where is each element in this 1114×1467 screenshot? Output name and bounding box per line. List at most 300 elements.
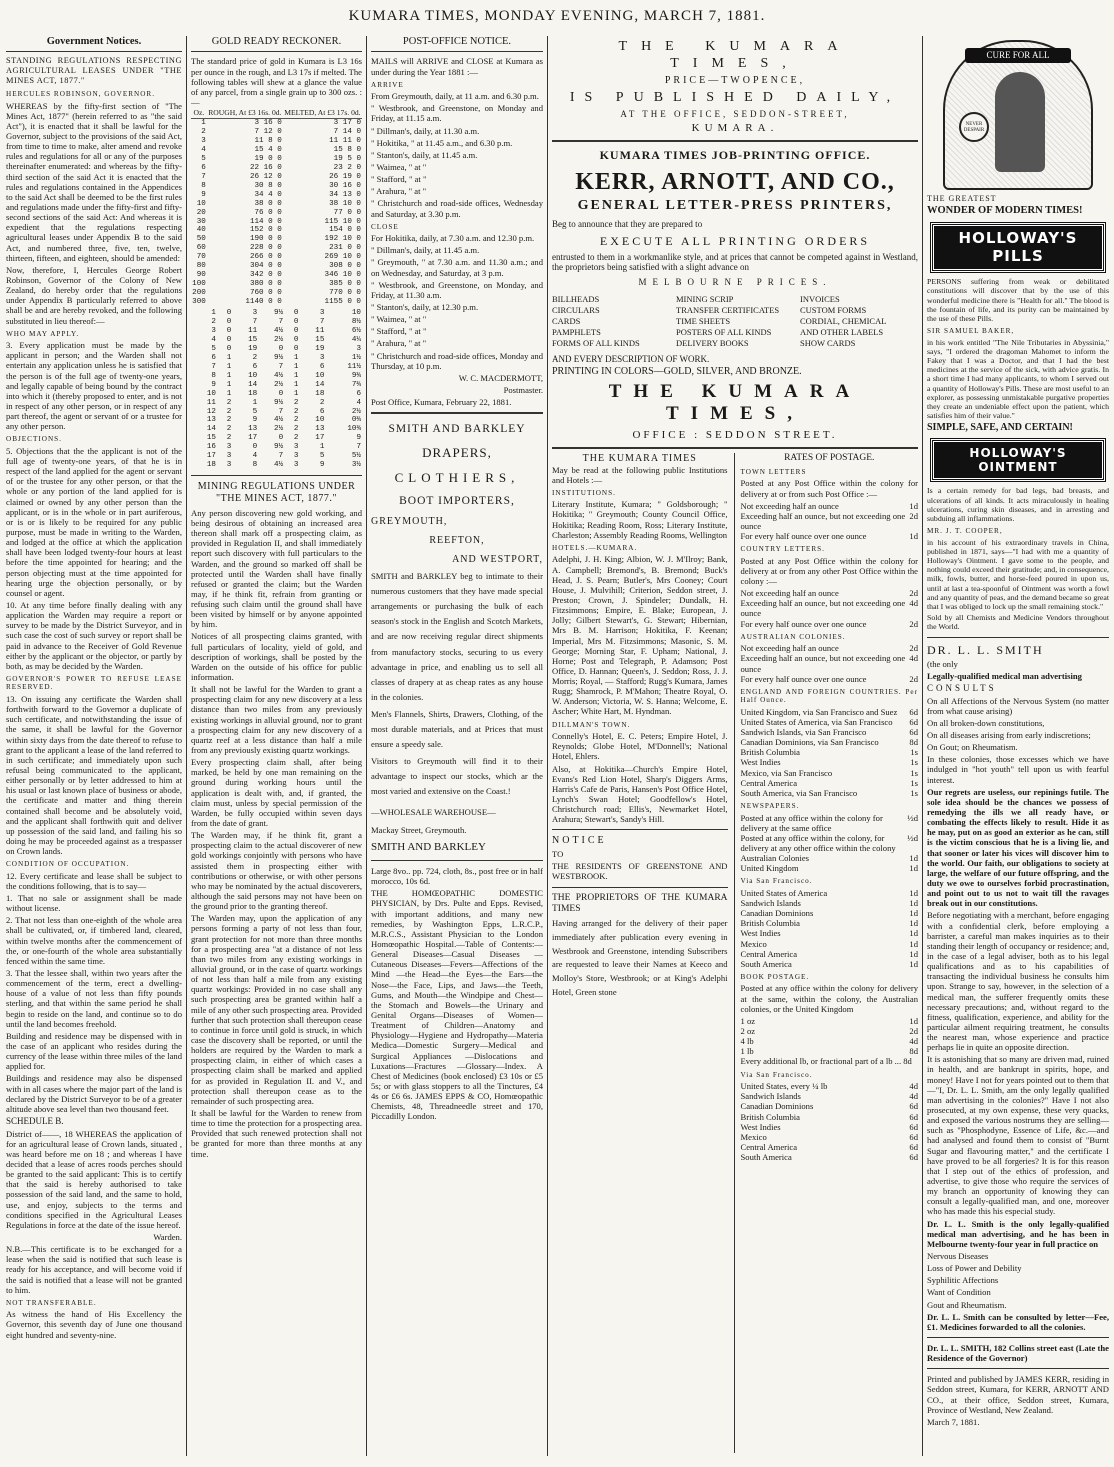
rate-row bbox=[741, 1036, 919, 1046]
table-cell: 154 0 0 bbox=[329, 226, 361, 235]
subheading: TOWN LETTERS bbox=[740, 467, 807, 476]
ad-line: PRINTING IN COLORS—GOLD, SILVER, AND BRONZE. bbox=[552, 366, 802, 378]
table-cell: 0 bbox=[293, 309, 299, 318]
rate-label: British Columbia bbox=[740, 1111, 800, 1122]
ad-line: TO bbox=[552, 849, 564, 860]
table-cell: 4 bbox=[211, 335, 216, 344]
table-cell: 30 8 0 bbox=[254, 181, 282, 190]
table-row bbox=[191, 253, 362, 262]
table-row bbox=[191, 155, 362, 164]
table-cell: 9 bbox=[356, 434, 361, 443]
table-cell: 11 bbox=[206, 398, 216, 407]
table-cell: 9½ bbox=[274, 443, 284, 452]
schedule-line: " Christchurch and road-side offices, Monday and Thursday, at 10 p.m. bbox=[371, 350, 543, 371]
table-cell: 7 bbox=[201, 172, 206, 181]
table-cell: 7 bbox=[278, 362, 284, 371]
table-cell: 1 bbox=[226, 371, 232, 380]
paragraph: Visitors to Greymouth will find it to their advantage to inspect our stocks, which ar the most varied and extensive on the Coast.! bbox=[371, 755, 543, 796]
ad-line: AT THE OFFICE, SEDDON-STREET, bbox=[620, 109, 850, 120]
rate-row bbox=[741, 778, 919, 788]
subheading: ARRIVE bbox=[371, 80, 404, 89]
rate-label: Posted at any office within the colony for delivery at the same office bbox=[740, 812, 883, 833]
table-cell: 1 bbox=[252, 398, 258, 407]
table-cell: 11½ bbox=[347, 362, 361, 371]
ad-line: OFFICE : SEDDON STREET. bbox=[632, 428, 838, 441]
table-cell: 6 bbox=[211, 353, 216, 362]
rate-row bbox=[741, 1046, 919, 1056]
paragraph: Buildings and residence may also be dispensed with in all cases where the major part of the land is declared by the District Surveyor to be of a greater altitude above sea level than two thousand feet. bbox=[6, 1073, 182, 1114]
schedule-line: For Hokitika, daily, at 7.30 a.m. and 12.30 p.m. bbox=[371, 233, 535, 244]
table-cell: 10 bbox=[196, 199, 206, 208]
table-cell: 1 bbox=[226, 380, 232, 389]
table-cell: 200 bbox=[192, 289, 206, 298]
rate-label: South America, via San Francisco bbox=[740, 787, 858, 798]
paragraph: As witness the hand of His Excellency the Governor, this seventh day of June one thousand eight hundred and seventy-nine. bbox=[6, 1309, 182, 1340]
rate-row bbox=[741, 619, 919, 629]
service-item: CORDIAL, CHEMICAL bbox=[800, 315, 887, 326]
table-cell: 16 bbox=[206, 443, 216, 452]
date-line: Post Office, Kumara, February 22, 1881. bbox=[371, 397, 512, 408]
table-cell: 0 bbox=[226, 335, 232, 344]
table-row bbox=[191, 443, 362, 452]
schedule-line: " Stanton's, daily, at 11.45 a.m. bbox=[371, 149, 478, 160]
table-cell: 13 bbox=[248, 425, 258, 434]
ad-line: CONSULTS bbox=[927, 682, 997, 693]
ad-line: GENERAL LETTER-PRESS PRINTERS, bbox=[577, 198, 893, 214]
ad-line: Want of Condition bbox=[927, 1287, 991, 1298]
table-cell: 2 bbox=[293, 416, 299, 425]
table-cell: 114 0 0 bbox=[249, 217, 282, 226]
section-header: THE KUMARA TIMES bbox=[582, 452, 697, 464]
rate-label: Central America bbox=[740, 1141, 798, 1152]
rate-label: Exceeding half an ounce, but not exceeding one ounce bbox=[740, 653, 906, 674]
rate-price: 4d bbox=[909, 1036, 918, 1047]
service-item: PAMPHLETS bbox=[552, 326, 601, 337]
table-cell: 18 bbox=[206, 461, 216, 470]
rate-price: 6d bbox=[909, 1141, 918, 1152]
table-cell: 19 bbox=[315, 344, 325, 353]
table-cell: 1 bbox=[293, 353, 299, 362]
table-cell: 10 bbox=[351, 309, 361, 318]
rate-row bbox=[741, 959, 919, 969]
table-row bbox=[191, 200, 362, 209]
rate-price: 1d bbox=[909, 887, 918, 898]
table-cell: 0 bbox=[278, 389, 284, 398]
table-cell: 1 bbox=[293, 371, 299, 380]
table-cell: 5 bbox=[201, 154, 206, 163]
ad-line: REEFTON, bbox=[429, 535, 485, 547]
table-cell: 9½ bbox=[274, 353, 284, 362]
ad-title: THE PROPRIETORS OF THE KUMARA TIMES bbox=[552, 892, 728, 914]
table-cell: 2 bbox=[226, 398, 232, 407]
ad-line: —WHOLESALE WAREHOUSE— bbox=[371, 806, 496, 817]
rate-row bbox=[741, 939, 919, 949]
paragraph: 1. That no sale or assignment shall be made without license. bbox=[6, 892, 182, 914]
table-cell: 23 2 0 bbox=[333, 163, 361, 172]
table-cell: 6 bbox=[319, 362, 325, 371]
rate-label: For every half ounce over one ounce bbox=[740, 618, 867, 629]
table-cell: 2 bbox=[226, 407, 232, 416]
table-cell: 4 bbox=[356, 398, 361, 407]
ad-line: THE GREATEST bbox=[927, 194, 997, 203]
ad-line: EXECUTE ALL PRINTING ORDERS bbox=[599, 233, 871, 248]
table-cell: 8 bbox=[252, 461, 258, 470]
rate-row bbox=[741, 1101, 919, 1111]
rate-price: 6d bbox=[909, 727, 918, 738]
paragraph: Every additional lb, or fractional part of a lb ... 8d bbox=[740, 1056, 912, 1067]
table-cell: 2 bbox=[293, 425, 299, 434]
ad-title: THE KUMARA TIMES, bbox=[618, 39, 852, 71]
ad-title: THE KUMARA TIMES, bbox=[608, 380, 862, 425]
table-cell: 19 bbox=[248, 344, 258, 353]
rate-label: Posted at any office within the colony, for delivery at any other office within the colony bbox=[740, 832, 896, 853]
table-cell: 0 bbox=[278, 344, 284, 353]
table-cell: 2 bbox=[319, 398, 325, 407]
subheading: DILLMAN'S TOWN. bbox=[552, 720, 631, 729]
table-cell: 7¾ bbox=[351, 380, 361, 389]
schedule-line: " Greymouth, " at 7.30 a.m. and 11.30 a.m.; and on Wednesday, and Saturday, at 3 p.m. bbox=[371, 257, 543, 278]
table-cell: 38 0 0 bbox=[254, 199, 282, 208]
paragraph: 10. At any time before finally dealing with any application the Warden may require a report or survey to be made by the District Surveyor, and in such case the cost of such survey or report shall be paid in advance to the Receiver of Gold Revenue either by the applicant or the objector, or partly by both, as may be decided by the Warden. bbox=[6, 600, 182, 671]
rate-price: 8d bbox=[909, 1046, 918, 1057]
table-row bbox=[191, 318, 362, 327]
table-cell: 1 bbox=[319, 443, 325, 452]
rate-label: Not exceeding half an ounce bbox=[740, 588, 839, 599]
table-cell: 2 bbox=[293, 407, 299, 416]
schedule-line: " Arahura, " at " bbox=[371, 338, 427, 349]
rate-price: 1d bbox=[909, 863, 918, 874]
table-row bbox=[191, 327, 362, 336]
subheading: WHO MAY APPLY. bbox=[6, 329, 80, 338]
government-notices-column bbox=[6, 36, 182, 1456]
table-cell: 15 bbox=[206, 434, 216, 443]
table-row bbox=[191, 137, 362, 146]
paragraph: May be read at the following public Institutions and Hotels :— bbox=[552, 464, 728, 485]
subheading: SIR SAMUEL BAKER, bbox=[927, 327, 1015, 336]
rate-row bbox=[741, 928, 919, 938]
rate-price: 1s bbox=[910, 747, 918, 758]
holloways-ointment-logo: HOLLOWAY'S OINTMENT bbox=[931, 439, 1105, 481]
table-cell: 342 0 0 bbox=[249, 271, 282, 280]
paragraph: N.B.—This certificate is to be exchanged for a lease when the said is notified that such lease is ready for his acceptance, and will become void if the said is notified that a lease will not be granted to him. bbox=[6, 1244, 182, 1295]
table-cell: 3 bbox=[226, 443, 232, 452]
paragraph: 2. That not less than one-eighth of the whole area shall be cultivated, or, if timbered land, cleared, within twelve months after the commencement of the, or one-fourth of the whole area substantially fenced within the same time. bbox=[6, 915, 182, 966]
table-cell: 5½ bbox=[351, 452, 361, 461]
service-item: INVOICES bbox=[800, 293, 840, 304]
subheading: HOTELS.—KUMARA. bbox=[552, 543, 638, 552]
rate-price: 1d bbox=[909, 853, 918, 864]
table-cell: 3 bbox=[252, 309, 258, 318]
table-cell: 14 bbox=[315, 380, 325, 389]
table-cell: 60 bbox=[196, 244, 206, 253]
rate-row bbox=[741, 1091, 919, 1101]
ad-line: IS PUBLISHED DAILY, bbox=[569, 89, 901, 105]
table-cell: 6 bbox=[201, 163, 206, 172]
paragraph: Every prospecting claim shall, after being marked, be held by one man remaining on the ground during working hours until the application is dealt with, and, if granted, the claim must, unless by special permission of the Warden, be fully occupied within seven days from the date of grant. bbox=[191, 757, 362, 829]
governor-line: HERCULES ROBINSON, GOVERNOR. bbox=[6, 90, 155, 99]
table-cell: 11 bbox=[315, 326, 325, 335]
service-item: DELIVERY BOOKS bbox=[676, 337, 749, 348]
table-cell: 231 0 0 bbox=[329, 244, 361, 253]
rate-price: 1d bbox=[909, 908, 918, 919]
table-cell: 100 bbox=[192, 280, 206, 289]
table-cell: 15 bbox=[248, 335, 258, 344]
rate-row bbox=[741, 707, 919, 717]
table-row bbox=[191, 381, 362, 390]
rate-row bbox=[741, 898, 919, 908]
rate-price: 1d bbox=[909, 948, 918, 959]
rate-label: Canadian Dominions bbox=[740, 908, 814, 919]
table-cell: 77 0 0 bbox=[333, 208, 361, 217]
rate-price: 6d bbox=[909, 1101, 918, 1112]
table-cell: 1½ bbox=[351, 353, 361, 362]
ad-line: CLOTHIERS, bbox=[394, 469, 520, 485]
paragraph: Notices of all prospecting claims granted, with full particulars of locality, yield of gold, and description of workings, shall be posted by the Warden on the outside of his office for public information. bbox=[191, 631, 362, 683]
table-row bbox=[191, 191, 362, 200]
rate-price: 4d bbox=[909, 598, 918, 609]
rate-row bbox=[741, 1152, 919, 1162]
rate-label: Not exceeding half an ounce bbox=[740, 643, 839, 654]
subheading: INSTITUTIONS. bbox=[552, 488, 616, 497]
schedule-line: " Dillman's, daily, at 11.45 a.m. bbox=[371, 245, 480, 256]
schedule-line: " Stafford, " at " bbox=[371, 326, 427, 337]
table-cell: 2½ bbox=[274, 380, 284, 389]
rate-row bbox=[741, 1142, 919, 1152]
table-cell: 8½ bbox=[351, 318, 361, 326]
section-header: POST-OFFICE NOTICE. bbox=[371, 36, 543, 52]
paragraph: 3. That the lessee shall, within two years after the commencement of the term, erect a dwelling-house of a value of not less than fifty pounds sterling, and that within the same period he shall begin to reside on the land, and continue so to do until the land becomes freehold. bbox=[6, 967, 182, 1029]
service-item: BILLHEADS bbox=[552, 293, 600, 304]
table-row bbox=[191, 461, 362, 470]
service-item: MINING SCRIP bbox=[676, 293, 734, 304]
column-rule bbox=[366, 36, 367, 1456]
paragraph: 5. Objections that the the applicant is not of the full age of twenty-one years, of that he is in respect of the land applied for the agent or servant of or the trustee for any other person, or that the whole or any portion of the land applied for is claimed or owned by any other person than the applicant, or is in the whole or in part auriferous, or is or is likely to be required for any public purpose, must be made in writing to the Warden, and lodged at the office at which the application shall have been lodged twenty-four hours at least before the time appointed for hearing; and the person objecting must at the time appointed for hearing urge the objection personally, or by counsel or agent. bbox=[6, 445, 182, 598]
table-cell: 0 bbox=[293, 344, 299, 353]
table-cell: 1 bbox=[293, 362, 299, 371]
table-cell: 6 bbox=[252, 362, 258, 371]
rate-row bbox=[741, 908, 919, 918]
table-cell: 3 bbox=[319, 309, 325, 318]
table-cell: 7 bbox=[211, 362, 216, 371]
table-cell: 4¼ bbox=[351, 335, 361, 344]
table-cell: 115 10 0 bbox=[324, 217, 361, 226]
reading-places-column bbox=[552, 453, 728, 1453]
rate-price: 1s bbox=[910, 757, 918, 768]
table-cell: 3 bbox=[293, 443, 299, 452]
subheading: Via San Francisco. bbox=[740, 877, 813, 886]
schedule-line: " Stafford, " at " bbox=[371, 174, 427, 185]
rate-label: For every half ounce over one ounce bbox=[740, 531, 867, 542]
ad-line: PRICE—TWOPENCE, bbox=[664, 75, 806, 87]
holloway-emblem bbox=[943, 40, 1093, 190]
table-cell: 90 bbox=[196, 271, 206, 280]
table-cell: 4½ bbox=[274, 461, 284, 470]
table-cell: 17 bbox=[206, 452, 216, 461]
rate-price: 1d bbox=[909, 531, 918, 542]
schedule-line: " Waimea, " at " bbox=[371, 314, 427, 325]
table-cell: 3 bbox=[319, 353, 325, 362]
table-row bbox=[191, 425, 362, 434]
table-cell: 0 bbox=[293, 326, 299, 335]
rate-row bbox=[741, 501, 919, 511]
paragraph: It shall be lawful for the Warden to renew from time to time the protection for a prospecting area. Provided that such renewed protection shall not be granted for more than three months at any time. bbox=[191, 1107, 362, 1159]
rate-price: 4d bbox=[909, 1091, 918, 1102]
rate-label: Sandwich Islands, via San Francisco bbox=[740, 727, 867, 738]
table-cell: 2 bbox=[293, 398, 299, 407]
table-cell: 12 bbox=[206, 407, 216, 416]
paragraph: The Warden may, upon the application of any persons forming a party of not less than four, grant protection for not more than three months for a prospecting area "at a distance of not less than two miles from any existing workings in alluvial ground, or in the case of quartz workings of not less than half a mile from any existing quartz workings: Provided in no case shall any such prospecting area be granted within half a mile of any other such prospecting area. Provided further that such protection shall thereupon cease to continue in force until gold is struck, in which case the discovery shall be reported, or until the holders are required by the Warden to mark a prospecting claim, in either of which cases a prospecting claim shall be marked and applied for as provided in Regulation II. and V., and protection shall thereupon cease as to the remainder of such prospecting area. bbox=[191, 913, 362, 1106]
table-cell: 2 bbox=[226, 416, 232, 425]
paragraph: Posted at any office within the colony for delivery at the same, within the colony, the Australian colonies, or the United Kingdom bbox=[740, 983, 918, 1014]
ad-title: KUMARA TIMES JOB-PRINTING OFFICE. bbox=[599, 147, 871, 162]
table-cell: 30 16 0 bbox=[329, 181, 361, 190]
rate-label: Central America bbox=[740, 948, 798, 959]
service-item: CARDS bbox=[552, 315, 581, 326]
kumara-times-column bbox=[552, 36, 918, 1456]
ad-line: AND WESTPORT, bbox=[452, 554, 543, 566]
table-cell: 9 bbox=[252, 416, 258, 425]
table-cell: 4½ bbox=[274, 416, 284, 425]
ad-line: Nervous Diseases bbox=[927, 1251, 989, 1262]
services-grid bbox=[552, 294, 918, 348]
table-cell: 10¾ bbox=[347, 425, 361, 434]
table-cell: 10 bbox=[315, 416, 325, 425]
ad-line: Beg to announce that they are prepared to bbox=[552, 218, 703, 229]
table-cell: 26 12 0 bbox=[249, 172, 282, 181]
date-line: March 7, 1881. bbox=[927, 1416, 980, 1427]
table-cell: 50 bbox=[196, 235, 206, 244]
paragraph: PERSONS suffering from weak or debilitated constitutions will discover that by the use of this wonderful medicine there is "Health for all." The blood is the fountain of life, and its purity can be maintained by the use of these Pills. bbox=[927, 277, 1109, 323]
paragraph: Men's Flannels, Shirts, Drawers, Clothing, of the most durable materials, and at Prices that must ensure a speedy sale. bbox=[371, 708, 543, 749]
subheading: OBJECTIONS. bbox=[6, 435, 62, 444]
table-cell: 300 bbox=[192, 298, 206, 307]
company-name: KERR, ARNOTT, AND CO., bbox=[575, 169, 895, 196]
rate-row bbox=[741, 653, 919, 673]
rate-label: United States of America bbox=[740, 887, 828, 898]
table-cell: 8 bbox=[211, 371, 216, 380]
column-rule bbox=[547, 36, 548, 1456]
rate-label: Sandwich Islands bbox=[740, 1091, 801, 1102]
rate-row bbox=[741, 1026, 919, 1036]
subheading: NOT TRANSFERABLE. bbox=[6, 1298, 97, 1307]
rate-price: 8d bbox=[909, 737, 918, 748]
rate-price: 1d bbox=[909, 958, 918, 969]
ad-line: On Gout; on Rheumatism. bbox=[927, 742, 1018, 753]
paragraph: entrusted to them in a workmanlike style, and at prices that cannot be competed against in Westland, the proprietors being satisfied with a slight advance on bbox=[552, 251, 918, 273]
table-cell: 3 bbox=[293, 452, 299, 461]
table-cell: 11 bbox=[248, 326, 258, 335]
dwts-table bbox=[191, 309, 362, 470]
paragraph: Connelly's Hotel, E. C. Peters; Empire Hotel, J. Reynolds; Globe Hotel, M'Donnell's; National Hotel, Ehlers. bbox=[552, 731, 728, 762]
table-cell: 3 bbox=[201, 136, 206, 145]
paragraph: In these colonies, those excesses which we have indulged in "hot youth" tell upon us with fearful interest. bbox=[927, 754, 1109, 785]
table-cell: 0 bbox=[252, 443, 258, 452]
rate-label: Australian Colonies bbox=[740, 853, 810, 864]
seated-figure-icon bbox=[995, 72, 1045, 172]
table-cell: 38 10 0 bbox=[329, 199, 361, 208]
table-cell: 2½ bbox=[351, 407, 361, 416]
subheading: COUNTRY LETTERS. bbox=[740, 545, 825, 554]
table-cell: 0 bbox=[226, 326, 232, 335]
table-cell: 2 bbox=[226, 434, 232, 443]
table-cell: 7 bbox=[278, 407, 284, 416]
rate-price: 6d bbox=[909, 716, 918, 727]
rate-price: 1d bbox=[909, 938, 918, 949]
section-header: RATES OF POSTAGE. bbox=[784, 452, 875, 463]
table-cell: 7 12 0 bbox=[254, 127, 282, 136]
table-cell: 40 bbox=[196, 226, 206, 235]
table-row bbox=[191, 452, 362, 461]
rate-row bbox=[741, 1081, 919, 1091]
rate-label: West Indies bbox=[740, 1121, 781, 1132]
gold-reckoner-column bbox=[191, 36, 362, 1456]
table-cell: 19 5 0 bbox=[333, 154, 361, 163]
paragraph: Any person discovering new gold working, and being desirous of obtaining an increased area thereon shall mark off a prospecting claim, as provided in Regulation II, and shall immediately report such discovery with full particulars to the Warden, and the ground so marked off shall be protected until the Warden shall have finally refused or granted the claim; but the Warden may, if he think fit, refrain from granting or refusing such claim until the ground shall have been visited by himself or by anyone appointed by him. bbox=[191, 507, 362, 630]
rate-row bbox=[741, 1112, 919, 1122]
service-item: POSTERS OF ALL KINDS bbox=[676, 326, 772, 337]
ad-title: SIMPLE, SAFE, AND CERTAIN! bbox=[927, 422, 1073, 434]
table-cell: 1 bbox=[293, 389, 299, 398]
table-cell: 2 bbox=[293, 434, 299, 443]
table-cell: 152 0 0 bbox=[249, 226, 282, 235]
ad-title: WONDER OF MODERN TIMES! bbox=[927, 205, 1083, 217]
rate-row bbox=[741, 863, 919, 873]
rate-label: United States of America, via San Francisco bbox=[740, 716, 893, 727]
table-cell: 0¾ bbox=[351, 416, 361, 425]
paragraph: Literary Institute, Kumara; " Goldsborough; " Hokitika; " Greymouth; County Council Office, Hokitika; Reading Room, Ross; Literary Institute, Charleston; Assembly Reading Rooms, Wellington bbox=[552, 499, 728, 540]
service-item: FORMS OF ALL KINDS bbox=[552, 337, 640, 348]
table-row bbox=[191, 289, 362, 298]
rate-row bbox=[741, 949, 919, 959]
table-cell: 19 0 0 bbox=[254, 154, 282, 163]
ad-line: KUMARA. bbox=[691, 121, 779, 134]
service-item: SHOW CARDS bbox=[800, 337, 856, 348]
table-row bbox=[191, 262, 362, 271]
table-cell: 0 bbox=[293, 335, 299, 344]
table-cell: 3 bbox=[226, 452, 232, 461]
table-cell: 30 bbox=[196, 217, 206, 226]
post-office-column bbox=[371, 36, 543, 1456]
table-cell: 80 bbox=[196, 262, 206, 271]
table-cell: 266 0 0 bbox=[249, 253, 282, 262]
table-row bbox=[191, 390, 362, 399]
table-cell: 9 bbox=[211, 380, 216, 389]
table-cell: 14 bbox=[248, 380, 258, 389]
table-row bbox=[191, 336, 362, 345]
table-cell: 4½ bbox=[274, 326, 284, 335]
rate-row bbox=[741, 727, 919, 737]
rate-row bbox=[741, 788, 919, 798]
section-header: GOLD READY RECKONER. bbox=[191, 36, 362, 52]
service-item: CUSTOM FORMS bbox=[800, 304, 867, 315]
table-cell: 13 bbox=[206, 416, 216, 425]
column-rule bbox=[922, 36, 923, 1456]
subheading: GOVERNOR'S POWER TO REFUSE LEASE RESERVED. bbox=[6, 675, 182, 692]
paragraph: SMITH and BARKLEY beg to intimate to their numerous customers that they have made special arrangements or purchasing the bulk of each season's stock in the English and Scotch Markets, and are now receiving regular direct shipments from manufactory stocks, securing to us every advantage in price, and enabling us to sell all classes of drapery at as cheap rates as any house in the colonies. bbox=[371, 571, 543, 702]
rate-label: 1 oz bbox=[740, 1015, 756, 1026]
ad-line: On all diseases arising from early indiscretions; bbox=[927, 729, 1091, 740]
rate-row bbox=[741, 853, 919, 863]
table-cell: 2½ bbox=[274, 335, 284, 344]
column-rule bbox=[186, 36, 187, 1456]
section-header: MINING REGULATIONS UNDER "THE MINES ACT, 1877." bbox=[197, 481, 356, 504]
paragraph: The standard price of gold in Kumara is L3 16s per ounce in the rough, and L3 17s if melted. The following tables will shew at a glance the value of any parcel, from a single grain up to 300 ozs. :— bbox=[191, 56, 362, 107]
table-cell: 4 bbox=[201, 145, 206, 154]
rate-row bbox=[741, 747, 919, 757]
subheading: NEWSPAPERS. bbox=[740, 802, 800, 811]
rate-row bbox=[741, 588, 919, 598]
ad-line: GREYMOUTH, bbox=[371, 516, 448, 528]
